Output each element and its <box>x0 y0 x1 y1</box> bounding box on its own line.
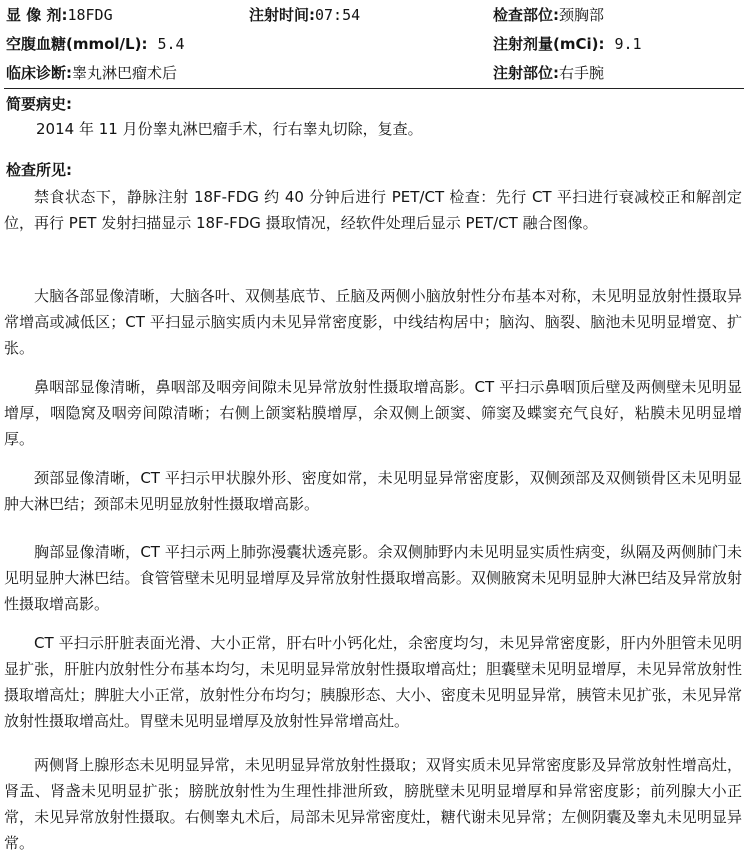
fasting-glucose-label: 空腹血糖(mmol/L): <box>6 35 148 53</box>
findings-paragraph: 禁食状态下，静脉注射 18F-FDG 约 40 分钟后进行 PET/CT 检查：先行 CT 平扫进行衰减校正和解剖定位，再行 PET 发射扫描显示 18F-FDG 摄取情况，经软件处理后显示 PET/CT 融合图像。 <box>4 188 742 232</box>
dose-label: 注射剂量(mCi): <box>493 35 605 53</box>
injection-site-label: 注射部位: <box>493 64 559 82</box>
injection-time-value: 07:54 <box>315 6 361 24</box>
findings-paragraph: CT 平扫示肝脏表面光滑、大小正常，肝右叶小钙化灶，余密度均匀，未见异常密度影，肝内外胆管未见明显扩张，肝脏内放射性分布基本均匀，未见明显异常放射性摄取增高灶；胆囊壁未见明显增厚，未见异常放射性摄取增高灶；脾脏大小正常，放射性分布均匀；胰腺形态、大小、密度未见明显异常，胰管未见扩张，未见异常放射性摄取增高灶。胃壁未见明显增厚及放射性异常增高灶。 <box>4 634 742 730</box>
dose-value: 9.1 <box>614 35 642 53</box>
injection-site-field <box>493 63 604 83</box>
exam-site-label: 检查部位: <box>493 6 559 24</box>
findings-paragraph: 两侧肾上腺形态未见明显异常，未见明显异常放射性摄取；双肾实质未见异常密度影及异常放射性增高灶，肾盂、肾盏未见明显扩张；膀胱放射性为生理性排泄所致，膀胱壁未见明显增厚和异常密度影；前列腺大小正常，未见异常放射性摄取。右侧睾丸术后，局部未见异常密度灶，糖代谢未见异常；左侧阴囊及睾丸未见明显异常。 <box>4 756 742 852</box>
clinical-diagnosis-label: 临床诊断: <box>6 64 72 82</box>
imaging-agent-label: 显 像 剂: <box>6 6 68 24</box>
injection-time-label: 注射时间: <box>249 6 315 24</box>
injection-site-value: 右手腕 <box>559 64 605 82</box>
imaging-agent-value: 18FDG <box>67 6 113 24</box>
exam-site-value: 颈胸部 <box>559 6 605 24</box>
history-text: 2014 年 11 月份睾丸淋巴瘤手术，行右睾丸切除，复查。 <box>36 120 423 138</box>
clinical-diagnosis-field <box>6 63 177 83</box>
fasting-glucose-field <box>6 34 185 54</box>
fasting-glucose-value: 5.4 <box>157 35 185 53</box>
imaging-agent-field <box>6 5 113 25</box>
injection-time-field <box>249 5 360 25</box>
exam-site-field <box>493 5 604 25</box>
header-divider <box>4 88 744 89</box>
findings-paragraph: 颈部显像清晰，CT 平扫示甲状腺外形、密度如常，未见明显异常密度影，双侧颈部及双侧锁骨区未见明显肿大淋巴结；颈部未见明显放射性摄取增高影。 <box>4 469 742 513</box>
findings-title: 检查所见: <box>6 161 72 179</box>
clinical-diagnosis-value: 睾丸淋巴瘤术后 <box>72 64 178 82</box>
findings-paragraph: 大脑各部显像清晰，大脑各叶、双侧基底节、丘脑及两侧小脑放射性分布基本对称，未见明显放射性摄取异常增高或减低区；CT 平扫显示脑实质内未见异常密度影，中线结构居中；脑沟、脑裂、脑池未见明显增宽、扩张。 <box>4 287 742 357</box>
findings-paragraph: 鼻咽部显像清晰，鼻咽部及咽旁间隙未见异常放射性摄取增高影。CT 平扫示鼻咽顶后壁及两侧壁未见明显增厚，咽隐窝及咽旁间隙清晰；右侧上颌窦粘膜增厚，余双侧上颌窦、筛窦及蝶窦充气良好，粘膜未见明显增厚。 <box>4 378 742 448</box>
dose-field <box>493 34 642 54</box>
history-title: 简要病史: <box>6 95 72 113</box>
findings-paragraph: 胸部显像清晰，CT 平扫示两上肺弥漫囊状透亮影。余双侧肺野内未见明显实质性病变，纵隔及两侧肺门未见明显肿大淋巴结。食管管壁未见明显增厚及异常放射性摄取增高影。双侧腋窝未见明显肿大淋巴结及异常放射性摄取增高影。 <box>4 543 742 613</box>
